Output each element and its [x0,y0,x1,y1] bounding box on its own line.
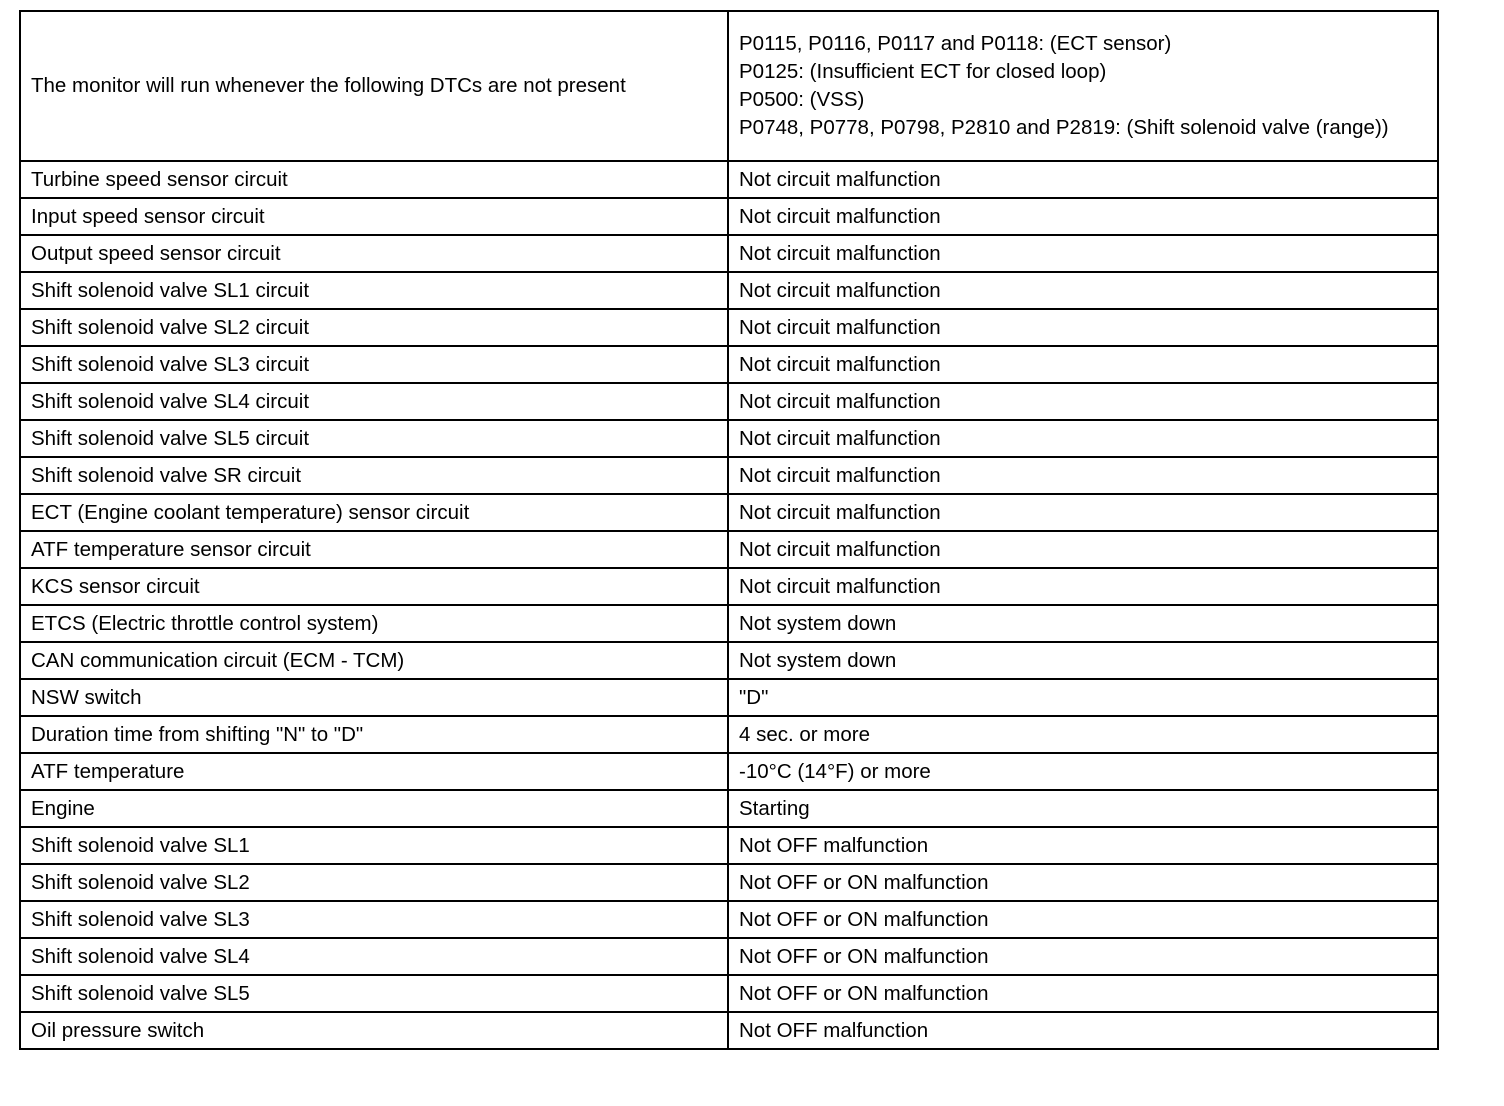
dtc-condition-cell: The monitor will run whenever the following DTCs are not present [20,11,728,161]
table-row [20,383,1438,420]
condition-value-cell: Not circuit malfunction [728,309,1438,346]
condition-item-cell: Shift solenoid valve SL2 circuit [20,309,728,346]
condition-value-cell: "D" [728,679,1438,716]
condition-value-cell: Not circuit malfunction [728,531,1438,568]
table-row [20,346,1438,383]
dtc-line: P0748, P0778, P0798, P2810 and P2819: (Shift solenoid valve (range)) [739,116,1389,139]
condition-value-cell: Not OFF malfunction [728,1012,1438,1049]
table-row-dtc-conditions [20,11,1438,161]
table-row [20,235,1438,272]
table-body [20,11,1438,1049]
table-row [20,938,1438,975]
dtc-line: P0500: (VSS) [739,88,865,111]
table-row [20,309,1438,346]
condition-item-cell: Shift solenoid valve SL2 [20,864,728,901]
condition-value-cell: Not circuit malfunction [728,568,1438,605]
condition-value-cell: Not OFF malfunction [728,827,1438,864]
condition-item-cell: Shift solenoid valve SL3 circuit [20,346,728,383]
condition-item-cell: Shift solenoid valve SL5 [20,975,728,1012]
table-row [20,679,1438,716]
condition-item-cell: Shift solenoid valve SL1 circuit [20,272,728,309]
condition-item-cell: Shift solenoid valve SL5 circuit [20,420,728,457]
condition-value-cell: Not circuit malfunction [728,383,1438,420]
condition-item-cell: CAN communication circuit (ECM - TCM) [20,642,728,679]
dtc-line: P0115, P0116, P0117 and P0118: (ECT sensor) [739,32,1172,55]
table-row [20,716,1438,753]
condition-item-cell: Shift solenoid valve SL1 [20,827,728,864]
condition-value-cell: Not system down [728,642,1438,679]
condition-item-cell: Duration time from shifting "N" to "D" [20,716,728,753]
table-row [20,161,1438,198]
condition-value-cell: Not circuit malfunction [728,235,1438,272]
condition-item-cell: Oil pressure switch [20,1012,728,1049]
table-row [20,605,1438,642]
condition-value-cell: 4 sec. or more [728,716,1438,753]
table-row [20,901,1438,938]
condition-value-cell: Not OFF or ON malfunction [728,864,1438,901]
condition-item-cell: Shift solenoid valve SL4 circuit [20,383,728,420]
condition-item-cell: ECT (Engine coolant temperature) sensor circuit [20,494,728,531]
condition-value-cell: Not OFF or ON malfunction [728,901,1438,938]
table-row [20,1012,1438,1049]
condition-value-cell: Not circuit malfunction [728,494,1438,531]
table-row [20,457,1438,494]
condition-value-cell: Not circuit malfunction [728,420,1438,457]
condition-value-cell: Not circuit malfunction [728,457,1438,494]
table-row [20,790,1438,827]
condition-item-cell: Shift solenoid valve SL3 [20,901,728,938]
table-row [20,864,1438,901]
condition-value-cell: Starting [728,790,1438,827]
condition-value-cell: Not circuit malfunction [728,161,1438,198]
dtc-list-cell [728,11,1438,161]
dtc-line: P0125: (Insufficient ECT for closed loop) [739,60,1107,83]
table-row [20,642,1438,679]
table-row [20,494,1438,531]
condition-value-cell: Not circuit malfunction [728,346,1438,383]
condition-value-cell: Not OFF or ON malfunction [728,938,1438,975]
condition-value-cell: Not circuit malfunction [728,272,1438,309]
table-row [20,420,1438,457]
condition-item-cell: Output speed sensor circuit [20,235,728,272]
table-row [20,272,1438,309]
condition-item-cell: Shift solenoid valve SL4 [20,938,728,975]
table-row [20,827,1438,864]
table-row [20,568,1438,605]
condition-item-cell: Input speed sensor circuit [20,198,728,235]
table-row [20,531,1438,568]
monitor-conditions-table [19,10,1439,1050]
condition-value-cell: Not circuit malfunction [728,198,1438,235]
condition-item-cell: Shift solenoid valve SR circuit [20,457,728,494]
condition-item-cell: NSW switch [20,679,728,716]
condition-item-cell: ATF temperature sensor circuit [20,531,728,568]
condition-item-cell: Engine [20,790,728,827]
condition-item-cell: Turbine speed sensor circuit [20,161,728,198]
table-row [20,753,1438,790]
table-row [20,975,1438,1012]
condition-item-cell: ETCS (Electric throttle control system) [20,605,728,642]
condition-item-cell: ATF temperature [20,753,728,790]
condition-value-cell: -10°C (14°F) or more [728,753,1438,790]
table-row [20,198,1438,235]
condition-value-cell: Not OFF or ON malfunction [728,975,1438,1012]
condition-item-cell: KCS sensor circuit [20,568,728,605]
condition-value-cell: Not system down [728,605,1438,642]
